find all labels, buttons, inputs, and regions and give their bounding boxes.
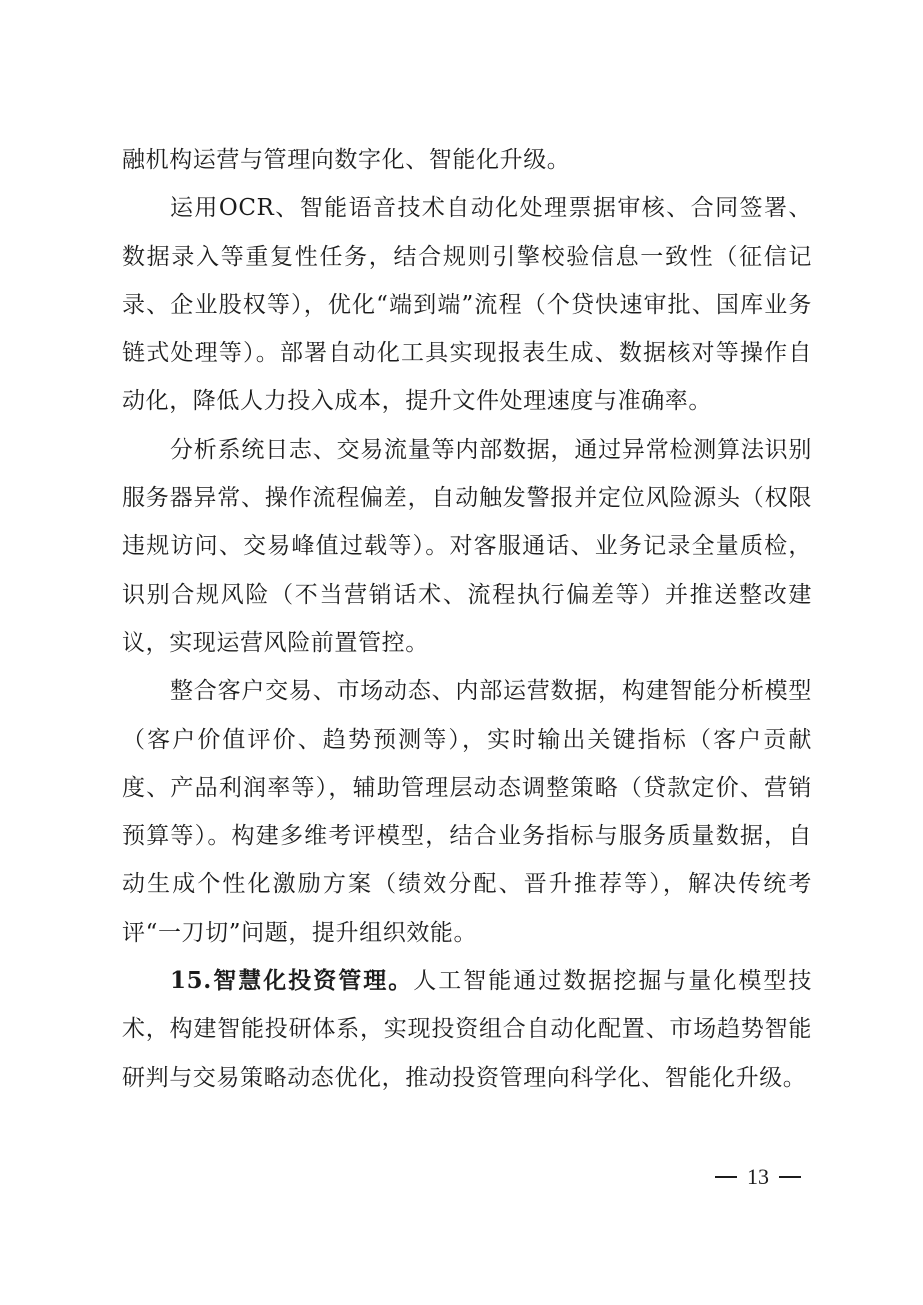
section-15-body: 人工智能通过数据挖掘与量化模型技术，构建智能投研体系，实现投资组合自动化配置、市场趋势智能研判与交易策略动态优化，推动投资管理向科学化、智能化升级。	[122, 968, 812, 1091]
left-dash	[715, 1176, 737, 1178]
section-15-heading: 15.智慧化投资管理。	[170, 967, 414, 995]
paragraph-decision-support: 整合客户交易、市场动态、内部运营数据，构建智能分析模型（客户价值评价、趋势预测等），实时输出关键指标（客户贡献度、产品利润率等），辅助管理层动态调整策略（贷款定价、营销预算等）。构建多维考评模型，结合业务指标与服务质量数据，自动生成个性化激励方案（绩效分配、晋升推荐等），解决传统考评“一刀切”问题，提升组织效能。	[122, 678, 812, 946]
body-text	[122, 136, 812, 1102]
right-dash	[779, 1176, 801, 1178]
paragraph-section-15	[122, 957, 812, 1102]
page-number-footer	[715, 1164, 815, 1190]
paragraph-continued: 融机构运营与管理向数字化、智能化升级。	[122, 147, 571, 173]
paragraph-risk-monitoring: 分析系统日志、交易流量等内部数据，通过异常检测算法识别服务器异常、操作流程偏差，自动触发警报并定位风险源头（权限违规访问、交易峰值过载等）。对客服通话、业务记录全量质检，识别合规风险（不当营销话术、流程执行偏差等）并推送整改建议，实现运营风险前置管控。	[122, 436, 812, 656]
page-number: 13	[747, 1164, 769, 1189]
paragraph-automation: 运用OCR、智能语音技术自动化处理票据审核、合同签署、数据录入等重复性任务，结合规则引擎校验信息一致性（征信记录、企业股权等），优化“端到端”流程（个贷快速审批、国库业务链式处理等）。部署自动化工具实现报表生成、数据核对等操作自动化，降低人力投入成本，提升文件处理速度与准确率。	[122, 195, 812, 415]
